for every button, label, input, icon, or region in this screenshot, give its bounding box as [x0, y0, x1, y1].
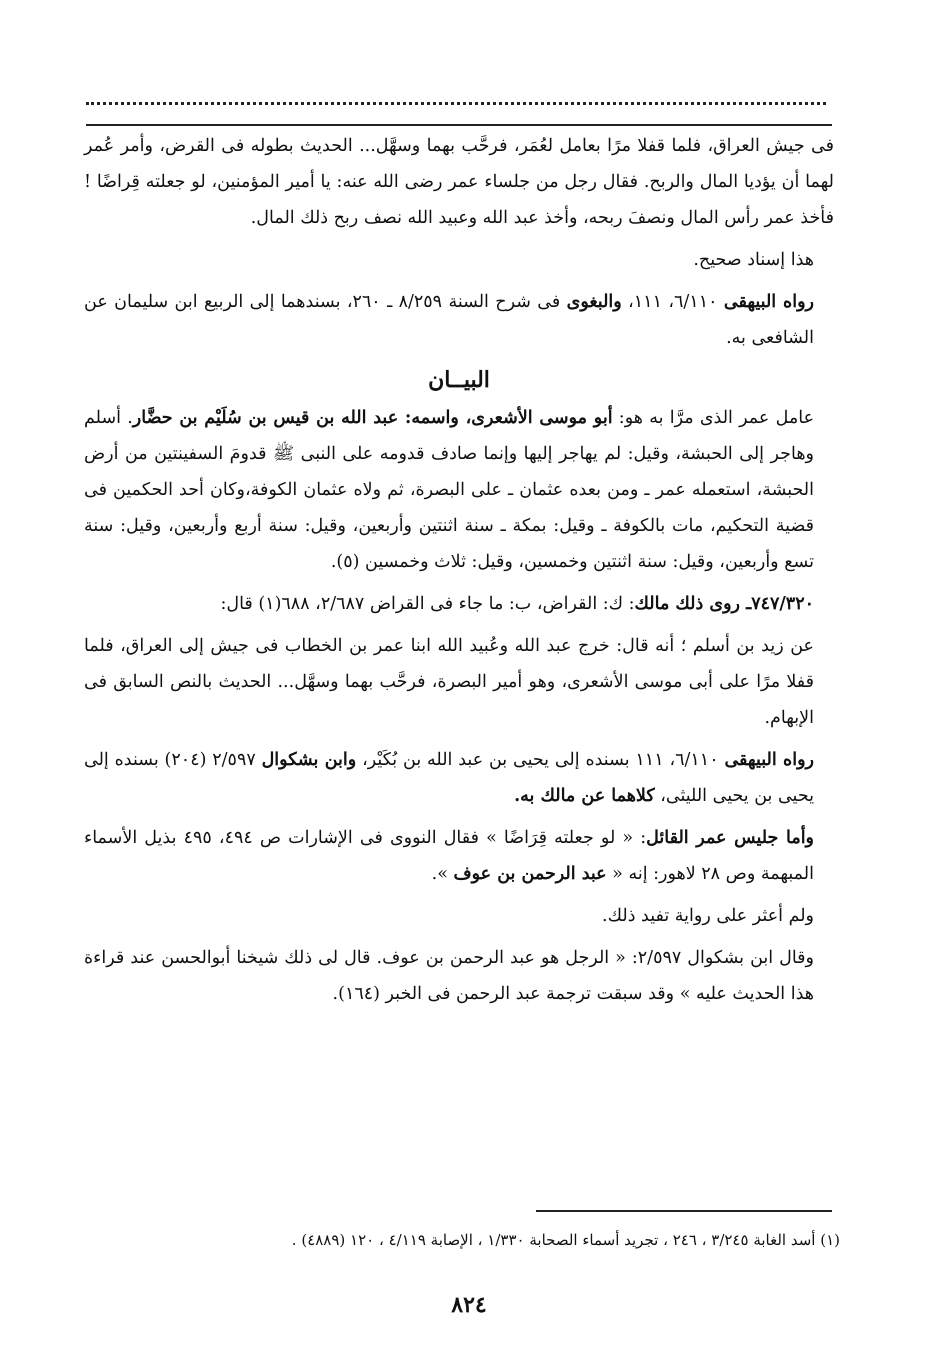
paragraph-hadith: عن زيد بن أسلم ؛ أنه قال: خرج عبد الله وعُبيد الله ابنا عمر بن الخطاب فى جيش إلى العراق، فلما قفلا مرًا على أبى موسى الأشعرى، وهو أمير البصرة، فرحَّب بهما وسهَّل... الحديث بالنص السابق فى الإبهام. [84, 636, 814, 728]
footnote: (١) أسد الغابة ٣/٢٤٥ ، ٢٤٦ ، تجريد أسماء الصحابة ١/٣٣٠ ، الإصابة ٤/١١٩ ، ١٢٠ (٤٨٨٩) . [291, 1231, 840, 1249]
paragraph-1: فى جيش العراق، فلما قفلا مرًا بعامل لعُمَر، فرحَّب بهما وسهَّل... الحديث بطوله فى القرض، وأمر عُمر لهما أن يؤديا المال والربح. فقال رجل من جلساء عمر رضى الله عنه: يا أمير المؤمنين، لو جعلته قِراضًا ! فأخذ عمر رأس المال ونصفَ ربحه، وأخذ عبد الله وعبيد الله نصف ربح ذلك المال. [84, 136, 834, 228]
page-number: ٨٢٤ [451, 1292, 487, 1318]
jalis-heading: وأما جليس عمر القائل [646, 828, 815, 848]
hadith-number: ٧٤٧/٣٢٠ـ روى ذلك مالك [634, 594, 814, 614]
paragraph-bayan [84, 400, 834, 580]
conclusion: كلاهما عن مالك به. [514, 786, 655, 806]
paragraph-jalis [84, 820, 834, 892]
jalis-name: عبد الرحمن بن عوف [453, 864, 607, 884]
bayan-text: عامل عمر الذى مرَّا به هو: [612, 408, 815, 428]
ref-text: ٦/١١٠، ١١١، [621, 292, 724, 312]
bayan-name: أبو موسى الأشعرى، واسمه: عبد الله بن قيس بن سُلَيْم بن حضَّار [132, 408, 613, 428]
paragraph-riwayah-1 [84, 284, 834, 356]
isnad-note: هذا إسناد صحيح. [693, 250, 814, 270]
source-bayhaqi: رواه البيهقى [723, 292, 814, 312]
ref-text: ٦/١١٠، ١١١ بسنده إلى يحيى بن عبد الله بن بُكَيْر، [356, 750, 725, 770]
dotted-separator [86, 88, 826, 105]
main-text [84, 128, 834, 1012]
source-ibn-bashkuwal: وابن بشكوال [261, 750, 357, 770]
bayan-text: . أسلم وهاجر إلى الحبشة، وقيل: لم يهاجر إليها وإنما صادف قدومه على النبى ﷺ قدومَ السفينتين من أرض الحبشة، استعمله عمر ـ ومن بعده عثمان ـ على البصرة، ثم ولاه عثمان الكوفة،وكان أحد الحكمين فى قضية التحكيم، مات بالكوفة ـ وقيل: بمكة ـ سنة اثنتين وأربعين، وقيل: سنة أربع وأربعين، وقيل: سنة تسع وأربعين، وقيل: سنة اثنتين وخمسين، وقيل: ثلاث وخمسين (٥). [84, 408, 814, 572]
source-bayhaqi: رواه البيهقى [724, 750, 814, 770]
source-baghawi: والبغوى [566, 292, 622, 312]
hadith-number-line [84, 586, 834, 622]
footnote-rule [536, 1210, 832, 1212]
paragraph-riwayah-2 [84, 742, 834, 814]
paragraph-ibn-bashkuwal: وقال ابن بشكوال ٢/٥٩٧: « الرجل هو عبد الرحمن بن عوف. قال لى ذلك شيخنا أبوالحسن عند قراءة هذا الحديث عليه » وقد سبقت ترجمة عبد الرحمن فى الخبر (١٦٤). [84, 948, 814, 1004]
jalis-text: ». [431, 864, 454, 884]
top-rule [86, 124, 832, 126]
ref-text: ٢/٥٩٧ (٢٠٤) بسنده إلى يحيى بن يحيى الليثى، [84, 750, 814, 806]
ref-text: فى شرح السنة ٨/٢٥٩ ـ ٢٦٠، بسندهما إلى الربيع ابن سليمان عن الشافعى به. [84, 292, 814, 348]
hadith-ref: : ك: القراض، ب: ما جاء فى القراض ٢/٦٨٧، ٦٨٨(١) قال: [220, 594, 635, 614]
section-heading: البيــان [428, 367, 490, 393]
jalis-text: : « لو جعلته قِرَاضًا » فقال النووى فى الإشارات ص ٤٩٤، ٤٩٥ بذيل الأسماء المبهمة وص ٢٨ لاهور: إنه « [84, 828, 814, 884]
paragraph-note: ولم أعثر على رواية تفيد ذلك. [602, 906, 814, 926]
